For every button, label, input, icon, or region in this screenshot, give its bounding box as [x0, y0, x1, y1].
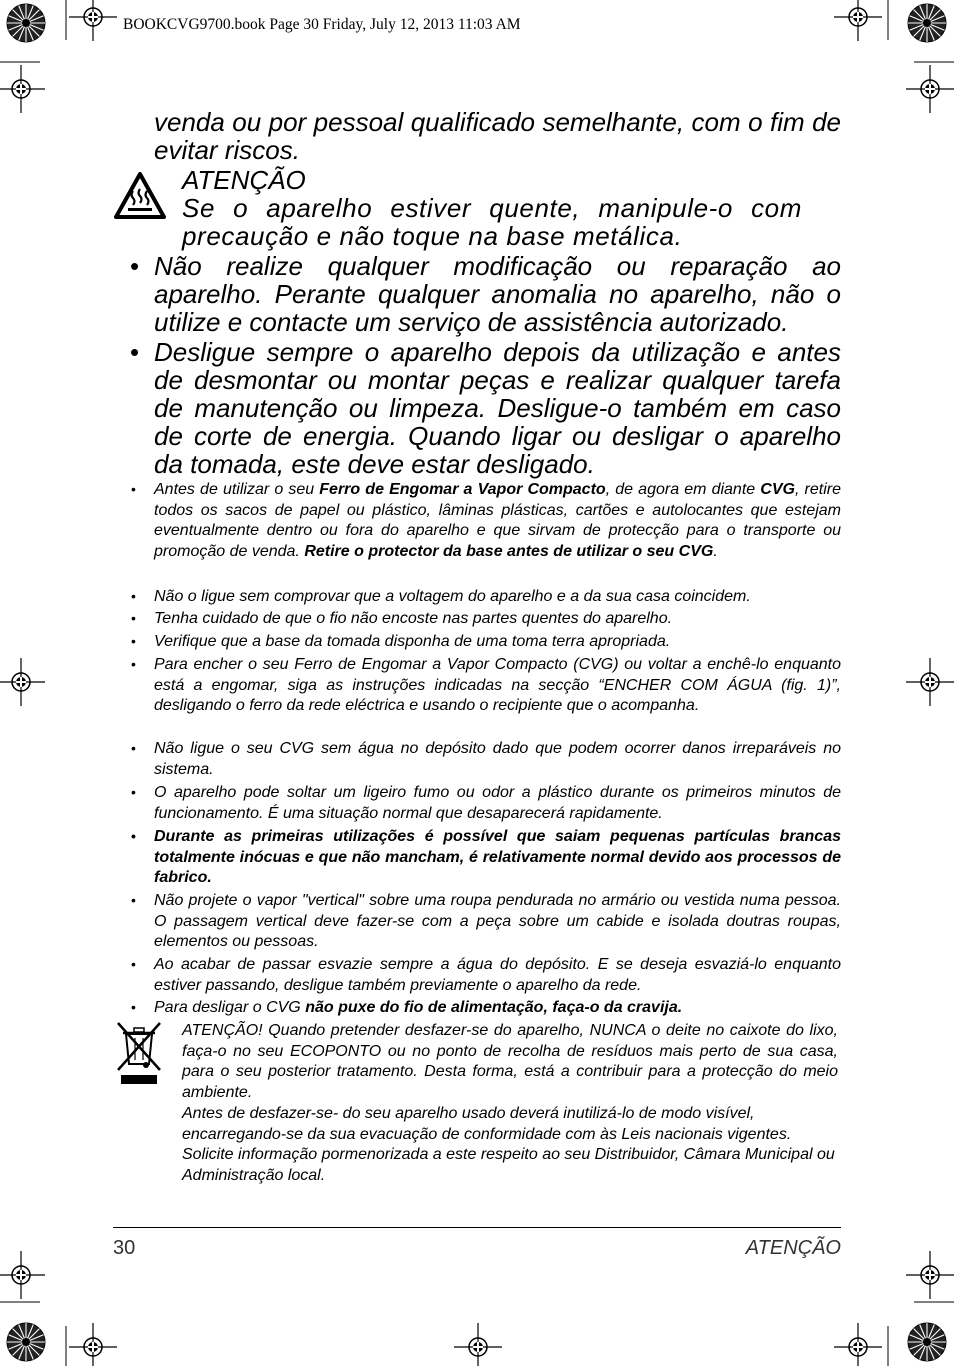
- running-header: BOOKCVG9700.book Page 30 Friday, July 12, 2013 11:03 AM: [123, 16, 521, 33]
- emphasis-run: Retire o protector da base antes de utilizar o seu CVG: [304, 543, 714, 561]
- top-paragraph: venda ou por pessoal qualificado semelhante, com o fim de evitar riscos.: [154, 107, 841, 165]
- product-abbrev: CVG: [760, 481, 795, 498]
- hot-warning-title: ATENÇÃO: [182, 165, 306, 195]
- small-bullet-8: Durante as primeiras utilizações é possível que saiam pequenas partículas brancas totalmente inócuas e que não mancham, é relativamente normal devido aos processos de fabrico.: [154, 828, 841, 887]
- product-name: Ferro de Engomar a Vapor Compacto: [319, 481, 606, 498]
- text-run: , retire todos os sacos de papel ou plástico, lâminas plásticas, cartões e autolocantes que estejam eventualmente dentro ou fora do aparelho e que sirvam de protecção para o transporte ou promoção de venda.: [154, 481, 841, 561]
- small-bullet-1: [154, 480, 841, 563]
- text-run: , de agora em diante: [605, 481, 761, 498]
- section-title: ATENÇÃO: [745, 1237, 841, 1259]
- disposal-paragraph-1: ATENÇÃO! Quando pretender desfazer-se do aparelho, NUNCA o deite no caixote do lixo, faça-o no seu ECOPONTO ou no ponto de recolha de resíduos mais perto de sua casa, para o seu posterior tratamento. Desta forma, está a contribuir para a protecção do meio ambiente.: [182, 1022, 838, 1102]
- small-bullet-5: Para encher o seu Ferro de Engomar a Vapor Compacto (CVG) ou voltar a enchê-lo enquanto está a engomar, siga as instruções indicadas na secção “ENCHER COM ÁGUA (fig. 1)”, desligando o ferro da rede eléctrica e usando o recipiente que o acompanha.: [154, 656, 841, 715]
- bullet-marker: •: [131, 999, 136, 1015]
- small-bullet-9: Não projete o vapor "vertical" sobre uma roupa pendurada no armário ou vestida numa pessoa. O passagem vertical deve fazer-se com a peça sobre um cabide e isolada doutras roupas, elementos ou pessoas.: [154, 892, 841, 951]
- text-run: Antes de utilizar o seu: [154, 481, 320, 498]
- bullet-marker: •: [131, 828, 136, 844]
- small-bullet-3: Tenha cuidado de que o fio não encoste nas partes quentes do aparelho.: [154, 610, 673, 627]
- large-bullet-2: Desligue sempre o aparelho depois da utilização e antes de desmontar ou montar peças e realizar qualquer tarefa de manutenção ou limpeza. Desligue-o também em caso de corte de energia. Quando ligar ou desligar o aparelho da tomada, este deve estar desligado.: [154, 337, 841, 479]
- crossed-out-wheelie-bin-icon: [114, 1020, 164, 1088]
- small-bullet-4: Verifique que a base da tomada disponha de uma toma terra apropriada.: [154, 633, 671, 650]
- hot-warning-text: Se o aparelho estiver quente, manipule-o com precaução e não toque na base metálica.: [182, 193, 802, 251]
- page-number: 30: [113, 1237, 136, 1259]
- hot-surface-warning-icon: [112, 170, 168, 222]
- bullet-marker: •: [131, 588, 136, 604]
- bullet-marker: •: [131, 656, 136, 672]
- bullet-marker: •: [131, 633, 136, 649]
- bullet-marker: •: [131, 481, 136, 497]
- bullet-marker: •: [130, 251, 140, 281]
- bullet-marker: •: [131, 892, 136, 908]
- small-bullet-10: Ao acabar de passar esvazie sempre a água do depósito. E se deseja esvaziá-lo enquanto estiver passando, desligue também previamente o aparelho da rede.: [154, 956, 841, 994]
- emphasis-run: não puxe do fio de alimentação, faça-o da cravija.: [305, 999, 683, 1016]
- bullet-marker: •: [131, 610, 136, 626]
- bullet-marker: •: [131, 740, 136, 756]
- small-bullet-6: Não ligue o seu CVG sem água no depósito dado que podem ocorrer danos irreparáveis no sistema.: [154, 740, 841, 778]
- text-run: .: [713, 543, 718, 561]
- bullet-marker: •: [131, 784, 136, 800]
- small-bullet-11: [154, 998, 841, 1019]
- bullet-marker: •: [130, 337, 140, 367]
- disposal-paragraph-2: Antes de desfazer-se- do seu aparelho usado deverá inutilizá-lo de modo visível, encarregando-se da sua evacuação de conformidade com às Leis nacionais vigentes. Solicite informação pormenorizada a este respeito ao seu Distribuidor, Câmara Municipal ou Administração local.: [182, 1105, 835, 1185]
- bullet-marker: •: [131, 956, 136, 972]
- large-bullet-1: Não realize qualquer modificação ou reparação ao aparelho. Perante qualquer anomalia no aparelho, não o utilize e contacte um serviço de assistência autorizado.: [154, 251, 841, 337]
- small-bullet-2: Não o ligue sem comprovar que a voltagem do aparelho e a da sua casa coincidem.: [154, 588, 751, 605]
- small-bullet-7: O aparelho pode soltar um ligeiro fumo ou odor a plástico durante os primeiros minutos de funcionamento. É uma situação normal que desaparecerá rapidamente.: [154, 784, 841, 822]
- footer-rule: [113, 1227, 841, 1228]
- text-run: Para desligar o CVG: [154, 999, 306, 1016]
